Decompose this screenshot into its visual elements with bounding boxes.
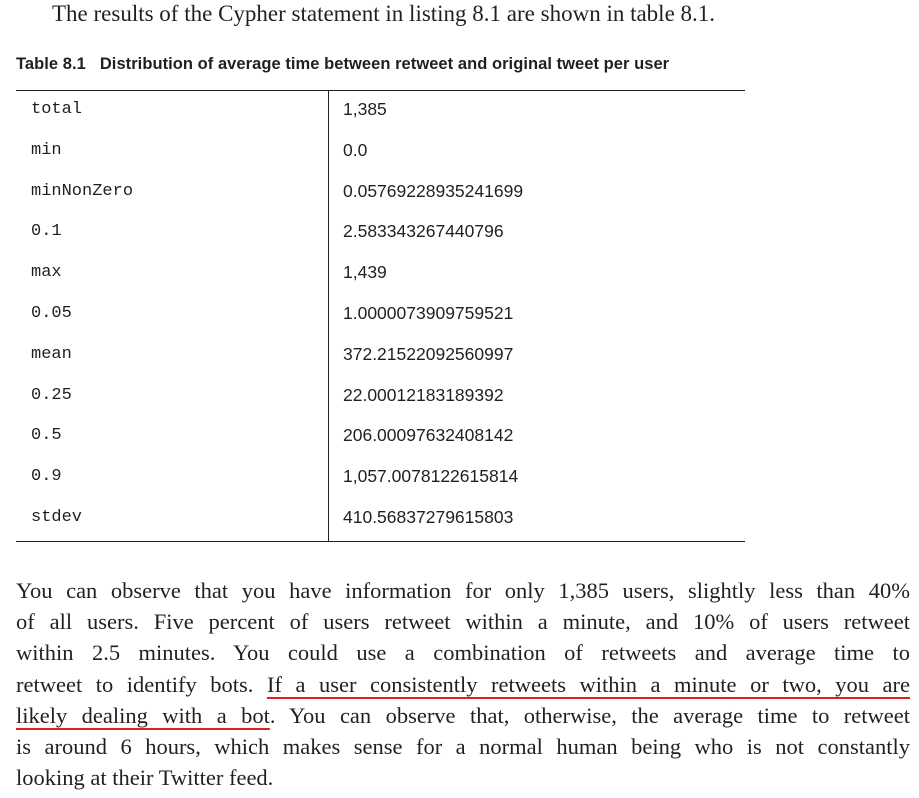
row-value: 410.56837279615803 — [343, 507, 514, 527]
paragraph-line: of all users. Five percent of users retweet within a minute, and 10% of users retweet — [16, 609, 910, 635]
statistics-table — [16, 90, 745, 542]
highlighted-text: If a user consistently retweets within a minute or two, you are — [266, 671, 910, 697]
table-caption-title: Distribution of average time between retweet and original tweet per user — [99, 55, 670, 73]
row-key: minNonZero — [31, 181, 134, 201]
row-key: 0.5 — [31, 426, 62, 446]
table-row — [16, 377, 745, 418]
table-row — [16, 213, 745, 254]
row-value: 0.0 — [343, 139, 368, 160]
row-key: stdev — [31, 508, 83, 527]
paragraph-line — [16, 700, 910, 731]
table-row — [16, 458, 745, 499]
row-value: 1,385 — [343, 99, 387, 119]
row-key: 0.9 — [31, 467, 62, 487]
row-key: mean — [31, 344, 72, 364]
table-caption-number: Table 8.1 — [16, 55, 86, 73]
row-value: 1,439 — [343, 262, 387, 283]
table-row — [16, 336, 745, 377]
table-row — [16, 499, 745, 540]
row-value: 1.0000073909759521 — [343, 303, 514, 323]
table-row — [16, 132, 745, 173]
paragraph-line: is around 6 hours, which makes sense for a normal human being who is not constantly — [16, 733, 910, 759]
body-paragraph — [16, 575, 910, 793]
row-key: 0.1 — [31, 222, 62, 242]
paragraph-text: retweet to identify bots. — [16, 671, 254, 697]
row-value: 22.00012183189392 — [343, 384, 504, 405]
row-value: 206.00097632408142 — [343, 425, 514, 446]
row-value: 372.21522092560997 — [343, 343, 514, 364]
intro-sentence: The results of the Cypher statement in listing 8.1 are shown in table 8.1. — [52, 1, 716, 26]
row-key: total — [31, 100, 83, 119]
table-row — [16, 295, 745, 336]
row-key: 0.25 — [31, 385, 72, 405]
row-value: 1,057.0078122615814 — [343, 466, 519, 487]
row-value: 0.05769228935241699 — [343, 180, 524, 201]
row-value: 2.583343267440796 — [343, 221, 504, 242]
paragraph-line: looking at their Twitter feed. — [16, 765, 274, 791]
row-key: 0.05 — [31, 304, 72, 323]
row-key: min — [31, 140, 62, 160]
highlighted-text: likely dealing with a bot — [16, 702, 270, 728]
table-caption — [16, 54, 669, 74]
table-row — [16, 173, 745, 214]
row-key: max — [31, 263, 62, 283]
paragraph-line — [16, 669, 910, 700]
paragraph-line: within 2.5 minutes. You could use a combination of retweets and average time to — [16, 640, 910, 666]
table-row — [16, 417, 745, 458]
table-row — [16, 91, 745, 132]
table-row — [16, 254, 745, 295]
paragraph-line: You can observe that you have information for only 1,385 users, slightly less than 40% — [16, 578, 910, 603]
paragraph-text: . You can observe that, otherwise, the average time to retweet — [269, 702, 910, 728]
